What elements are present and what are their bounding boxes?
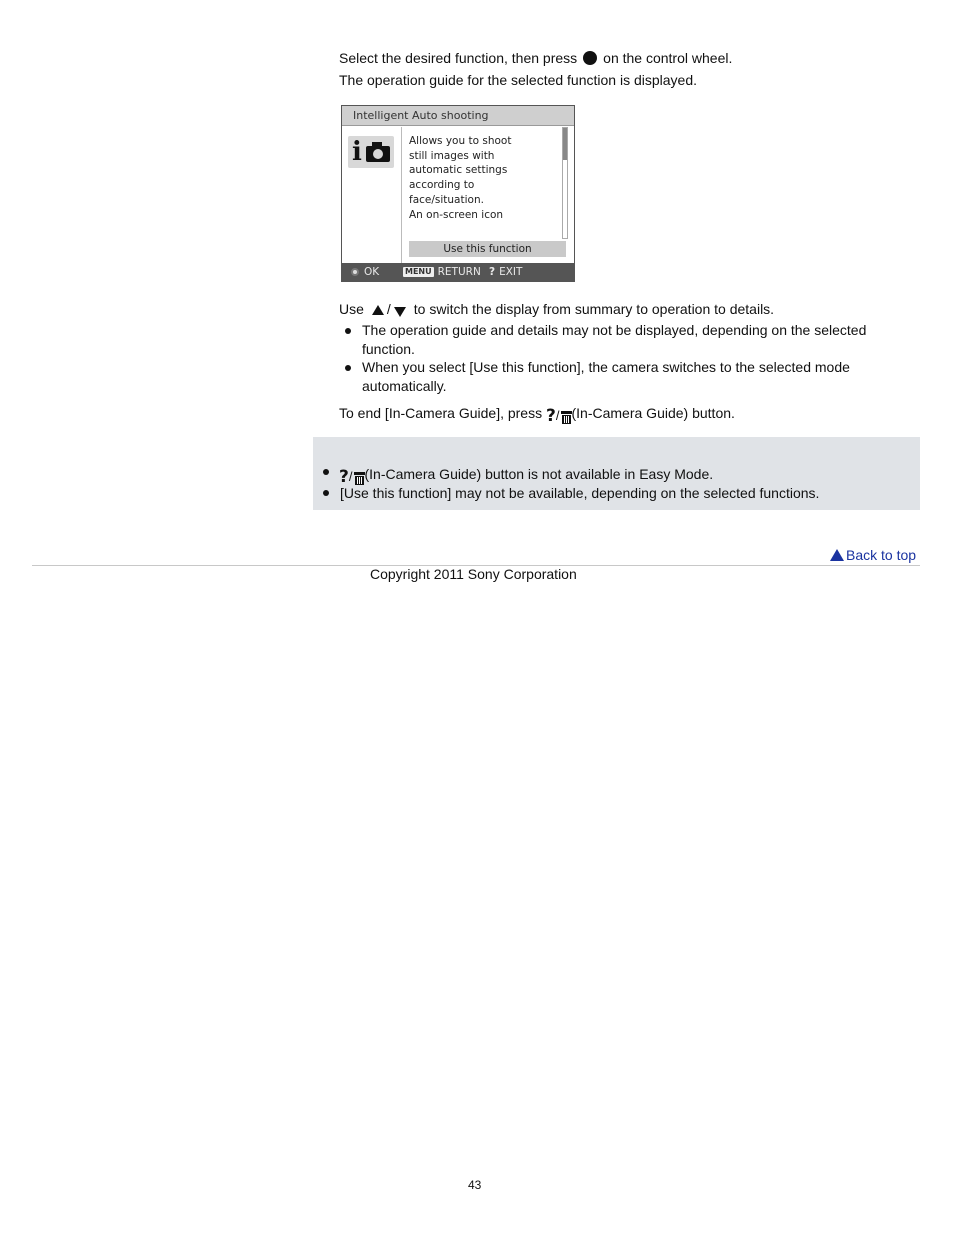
bullet-icon [345,365,351,371]
back-to-top-link[interactable]: Back to top [830,546,916,564]
camera-screen-title: Intelligent Auto shooting [342,106,574,126]
bullet-1-line-2: function. [362,341,415,357]
camera-screen-illustration [341,105,575,282]
camera-screen-footer: OK MENU RETURN ? EXIT [342,263,574,281]
bullet-icon [345,328,351,334]
note-1: ? / (In-Camera Guide) button is not available in Easy Mode. [339,466,714,487]
use-this-function-button: Use this function [409,241,566,257]
control-wheel-center-button-icon [583,51,597,65]
menu-badge: MENU [405,267,432,276]
bullet-1-line-1: The operation guide and details may not be displayed, depending on the selected [362,322,867,338]
use-arrows-line: Use / to switch the display from summary to operation to details. [339,301,775,317]
intro-line-2: The operation guide for the selected function is displayed. [339,72,698,88]
bullet-icon [323,469,329,475]
in-camera-guide-trash-icon: ? / [339,469,365,485]
up-arrow-icon [372,305,384,315]
bullet-2-line-1: When you select [Use this function], the camera switches to the selected mode [362,359,850,375]
help-icon: ? [489,266,496,278]
camera-mode-panel [342,127,402,263]
camera-screen-scrollbar [562,127,568,239]
intelligent-auto-icon: i [348,136,394,168]
page-number: 43 [468,1178,482,1192]
control-wheel-icon [351,268,359,276]
intro-line-1: Select the desired function, then press on the control wheel. [339,50,733,66]
in-camera-guide-trash-icon: ? / [546,408,572,424]
down-arrow-icon [394,307,406,317]
camera-screen-description: Allows you to shoot still images with automatic settings according to face/situation. An on-screen icon [409,135,512,221]
copyright: Copyright 2011 Sony Corporation [370,566,577,582]
note-2: [Use this function] may not be available, depending on the selected functions. [340,485,820,501]
end-guide-line: To end [In-Camera Guide], press ? / (In-Camera Guide) button. [339,405,735,426]
bullet-icon [323,490,329,496]
bullet-2-line-2: automatically. [362,378,447,394]
up-triangle-icon [830,549,844,561]
